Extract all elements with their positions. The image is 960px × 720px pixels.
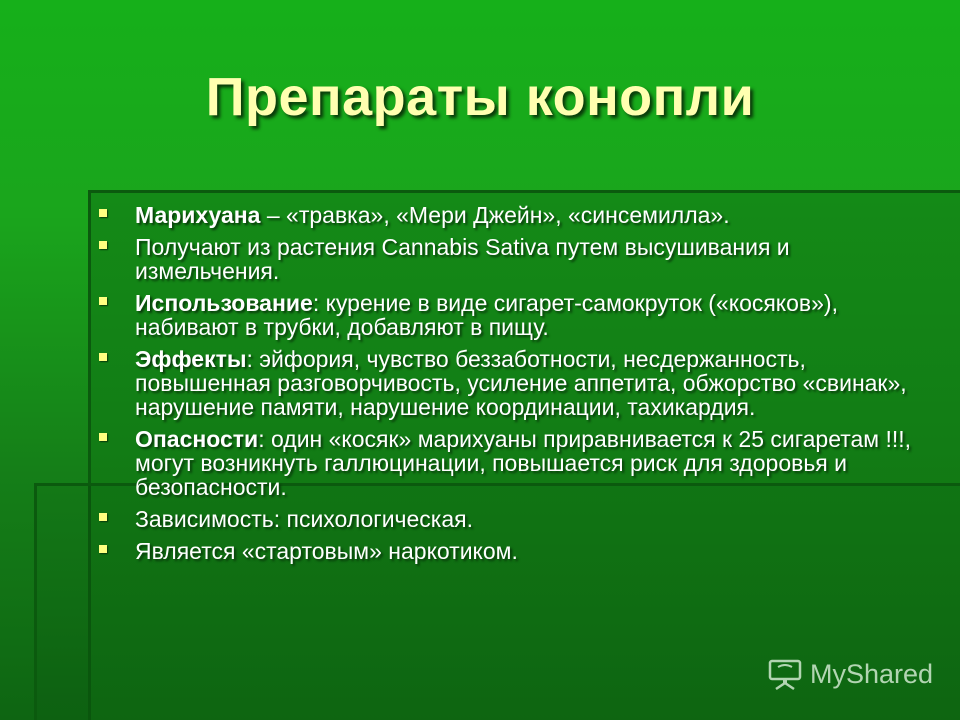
item-text: Зависимость: психологическая. xyxy=(135,506,474,532)
bullet-icon xyxy=(99,241,107,249)
list-item xyxy=(96,539,936,563)
item-term: Опасности xyxy=(135,426,259,452)
list-item xyxy=(96,347,936,419)
bullet-icon xyxy=(99,297,107,305)
presentation-icon xyxy=(768,657,802,691)
bullet-icon xyxy=(99,545,107,553)
bullet-list xyxy=(96,203,936,571)
item-term: Эффекты xyxy=(135,346,247,372)
watermark[interactable] xyxy=(768,656,933,692)
list-item xyxy=(96,507,936,531)
list-item xyxy=(96,203,936,227)
watermark-text: MyShared xyxy=(810,658,934,689)
item-term: Марихуана xyxy=(135,202,261,228)
item-text: : эйфория, чувство беззаботности, несдержанность, повышенная разговорчивость, усиление аппетита, обжорство «свинак», нарушение памяти, нарушение координации, тахикардия. xyxy=(135,346,907,420)
list-item xyxy=(96,427,936,499)
bullet-icon xyxy=(99,513,107,521)
bullet-icon xyxy=(99,353,107,361)
slide-title: Препараты конопли xyxy=(205,67,755,127)
item-text: – «травка», «Мери Джейн», «синсемилла». xyxy=(260,202,730,228)
bullet-icon xyxy=(99,209,107,217)
item-term: Использование xyxy=(135,290,313,316)
item-text: : курение в виде сигарет-самокруток («косяков»), набивают в трубки, добавляют в пищу. xyxy=(135,290,838,340)
item-text: : один «косяк» марихуаны приравнивается к 25 сигаретам !!!, могут возникнуть галлюцинации, повышается риск для здоровья и безопасности. xyxy=(135,426,912,500)
list-item xyxy=(96,235,936,283)
bullet-icon xyxy=(99,433,107,441)
list-item xyxy=(96,291,936,339)
item-text: Получают из растения Cannabis Sativa путем высушивания и измельчения. xyxy=(135,234,790,284)
item-text: Является «стартовым» наркотиком. xyxy=(135,538,518,564)
